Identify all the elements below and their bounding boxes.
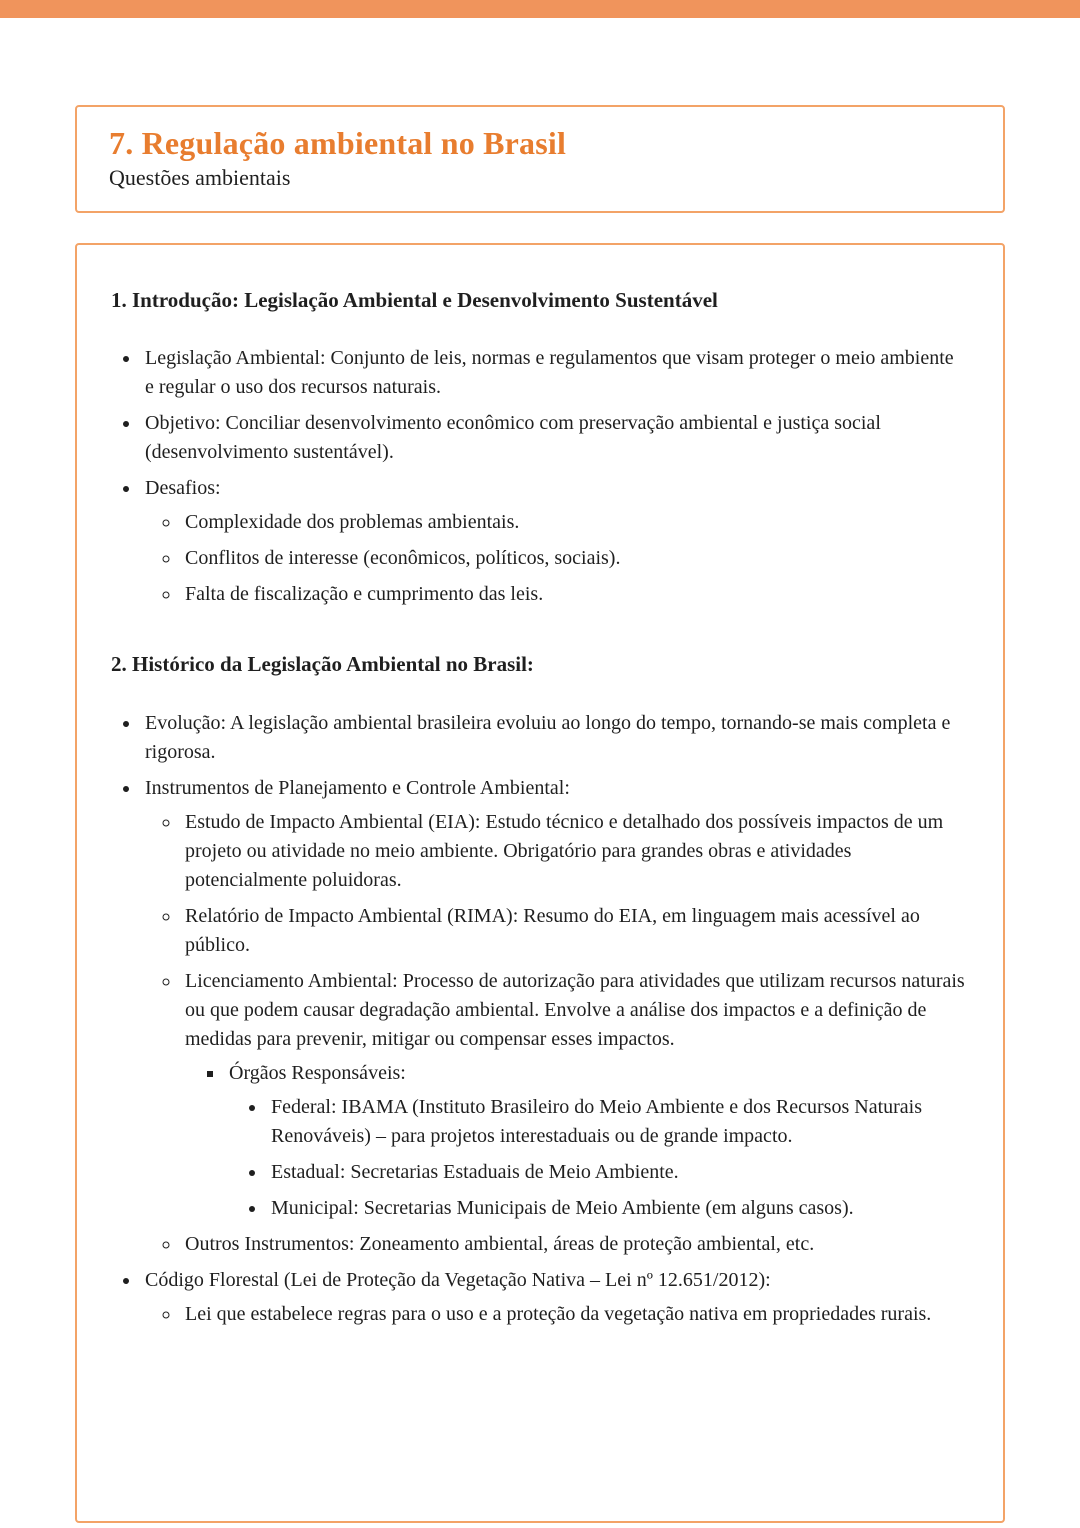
list-item [141, 474, 967, 609]
list-item-text: Desafios: [145, 477, 221, 500]
list-item-text: Relatório de Impacto Ambiental (RIMA): Resumo do EIA, em linguagem mais acessível ao público. [185, 904, 920, 956]
sub-sub-list [185, 1059, 967, 1223]
list-item-text: Estadual: Secretarias Estaduais de Meio Ambiente. [271, 1160, 679, 1183]
list-item-text: Órgãos Responsáveis: [229, 1061, 406, 1084]
list-item-text: Licenciamento Ambiental: Processo de autorização para atividades que utilizam recursos naturais ou que podem causar degradação ambiental. Envolve a análise dos impactos e a definição de medidas para prevenir, mitigar ou compensar esses impactos. [185, 969, 965, 1050]
list-item-text: Instrumentos de Planejamento e Controle Ambiental: [145, 776, 570, 799]
list-item [181, 1300, 967, 1329]
list-item [225, 1059, 967, 1223]
section-1-list [111, 344, 967, 609]
list-item [181, 808, 967, 895]
section-2-list [111, 709, 967, 1329]
list-item [181, 1230, 967, 1259]
list-item [181, 580, 967, 609]
list-item-text: Complexidade dos problemas ambientais. [185, 511, 520, 534]
list-item-text: Estudo de Impacto Ambiental (EIA): Estudo técnico e detalhado dos possíveis impactos de um projeto ou atividade no meio ambiente. Obrigatório para grandes obras e atividades potencialmente poluidoras. [185, 810, 944, 891]
list-item [141, 409, 967, 467]
list-item [141, 344, 967, 402]
sub-list [145, 508, 967, 609]
list-item-text: Federal: IBAMA (Instituto Brasileiro do Meio Ambiente e dos Recursos Naturais Renováveis) – para projetos interestaduais ou de grande impacto. [271, 1095, 923, 1147]
list-item-text: Outros Instrumentos: Zoneamento ambiental, áreas de proteção ambiental, etc. [185, 1232, 815, 1255]
page-title: 7. Regulação ambiental no Brasil [109, 125, 567, 161]
list-item [141, 1266, 967, 1329]
sub-list [145, 1300, 967, 1329]
list-item [267, 1194, 967, 1223]
list-item [267, 1158, 967, 1187]
section-2-heading: 2. Histórico da Legislação Ambiental no Brasil: [111, 652, 534, 677]
list-item-text: Conflitos de interesse (econômicos, políticos, sociais). [185, 547, 621, 570]
section-1-heading: 1. Introdução: Legislação Ambiental e Desenvolvimento Sustentável [111, 288, 718, 313]
list-item [141, 709, 967, 767]
list-item-text: Objetivo: Conciliar desenvolvimento econômico com preservação ambiental e justiça social (desenvolvimento sustentável). [145, 412, 881, 464]
list-item [181, 967, 967, 1223]
list-item-text: Falta de fiscalização e cumprimento das leis. [185, 583, 544, 606]
list-item [181, 508, 967, 537]
sub-sub-sub-list [229, 1093, 967, 1223]
page-subtitle: Questões ambientais [109, 164, 291, 190]
content-card [75, 243, 1005, 1523]
list-item-text: Lei que estabelece regras para o uso e a proteção da vegetação nativa em propriedades rurais. [185, 1302, 932, 1325]
list-item-text: Código Florestal (Lei de Proteção da Vegetação Nativa – Lei nº 12.651/2012): [145, 1268, 771, 1291]
sub-list [145, 808, 967, 1259]
list-item-text: Evolução: A legislação ambiental brasileira evoluiu ao longo do tempo, tornando-se mais completa e rigorosa. [145, 711, 951, 763]
top-accent-bar [0, 0, 1080, 18]
title-card [75, 105, 1005, 213]
list-item [181, 544, 967, 573]
list-item [181, 902, 967, 960]
list-item [141, 774, 967, 1259]
list-item [267, 1093, 967, 1151]
list-item-text: Legislação Ambiental: Conjunto de leis, normas e regulamentos que visam proteger o meio ambiente e regular o uso dos recursos naturais. [145, 347, 954, 399]
list-item-text: Municipal: Secretarias Municipais de Meio Ambiente (em alguns casos). [271, 1196, 854, 1219]
